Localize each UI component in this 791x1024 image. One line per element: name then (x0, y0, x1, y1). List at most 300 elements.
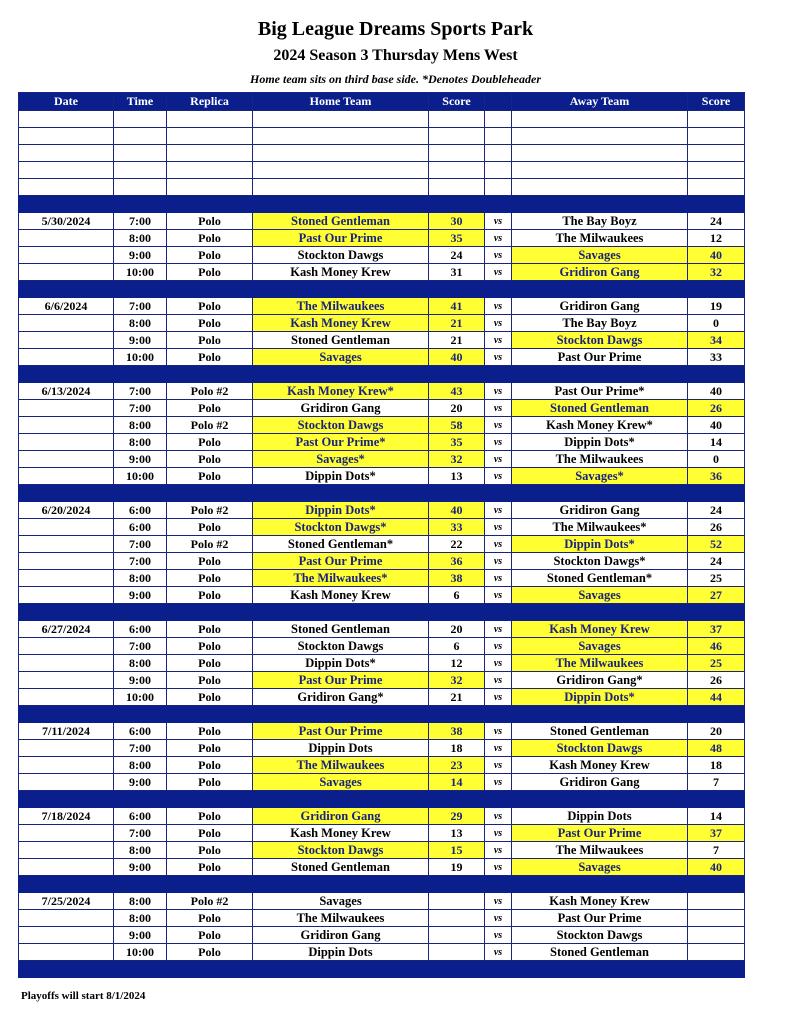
blank-cell (167, 128, 253, 145)
home-team: Gridiron Gang (253, 808, 429, 825)
separator-cell (253, 876, 429, 893)
game-date (19, 757, 114, 774)
game-replica: Polo #2 (167, 502, 253, 519)
game-row (19, 332, 745, 349)
blank-cell (485, 111, 512, 128)
game-time: 7:00 (114, 740, 167, 757)
home-score: 35 (429, 434, 485, 451)
game-replica: Polo (167, 247, 253, 264)
game-row (19, 638, 745, 655)
home-score: 21 (429, 689, 485, 706)
home-team: Stockton Dawgs (253, 638, 429, 655)
away-score: 37 (688, 621, 745, 638)
page-title: Big League Dreams Sports Park (257, 18, 534, 40)
separator-cell (429, 706, 485, 723)
away-score: 7 (688, 774, 745, 791)
vs-label: vs (485, 944, 512, 961)
vs-label: vs (485, 400, 512, 417)
separator-cell (512, 876, 688, 893)
home-team: Stoned Gentleman (253, 859, 429, 876)
column-header-vs (485, 93, 512, 111)
separator-cell (485, 196, 512, 213)
footer-note: Playoffs will start 8/1/2024 (21, 990, 146, 1002)
home-score: 18 (429, 740, 485, 757)
home-team: The Milwaukees (253, 298, 429, 315)
game-row (19, 859, 745, 876)
game-date (19, 247, 114, 264)
away-team: Dippin Dots* (512, 536, 688, 553)
separator-cell (512, 281, 688, 298)
game-date (19, 468, 114, 485)
away-team: The Milwaukees* (512, 519, 688, 536)
separator-cell (688, 485, 745, 502)
game-row (19, 944, 745, 961)
away-team: Past Our Prime* (512, 383, 688, 400)
home-score: 41 (429, 298, 485, 315)
game-row (19, 774, 745, 791)
game-time: 6:00 (114, 621, 167, 638)
vs-label: vs (485, 774, 512, 791)
vs-label: vs (485, 332, 512, 349)
vs-label: vs (485, 519, 512, 536)
home-team: Dippin Dots (253, 944, 429, 961)
game-row (19, 570, 745, 587)
away-score: 27 (688, 587, 745, 604)
away-score: 0 (688, 451, 745, 468)
home-score: 23 (429, 757, 485, 774)
separator-cell (167, 604, 253, 621)
vs-label: vs (485, 213, 512, 230)
blank-cell (253, 162, 429, 179)
game-date (19, 434, 114, 451)
blank-cell (429, 179, 485, 196)
home-team: Stoned Gentleman (253, 621, 429, 638)
blank-cell (688, 145, 745, 162)
away-team: Kash Money Krew* (512, 417, 688, 434)
separator-cell (167, 366, 253, 383)
blank-cell (19, 162, 114, 179)
separator-row (19, 604, 745, 621)
game-row (19, 808, 745, 825)
game-date: 6/13/2024 (19, 383, 114, 400)
home-score: 36 (429, 553, 485, 570)
away-score: 14 (688, 808, 745, 825)
home-team: Dippin Dots* (253, 468, 429, 485)
away-score: 46 (688, 638, 745, 655)
separator-row (19, 366, 745, 383)
separator-cell (688, 706, 745, 723)
separator-cell (19, 961, 114, 978)
separator-cell (167, 485, 253, 502)
separator-cell (485, 366, 512, 383)
vs-label: vs (485, 247, 512, 264)
vs-label: vs (485, 570, 512, 587)
game-time: 8:00 (114, 230, 167, 247)
game-row (19, 315, 745, 332)
away-team: Past Our Prime (512, 910, 688, 927)
game-date (19, 672, 114, 689)
home-team: Kash Money Krew (253, 587, 429, 604)
game-date (19, 944, 114, 961)
separator-row (19, 791, 745, 808)
separator-cell (485, 706, 512, 723)
away-team: Stoned Gentleman (512, 723, 688, 740)
away-score: 24 (688, 213, 745, 230)
game-date (19, 315, 114, 332)
away-score (688, 944, 745, 961)
away-team: The Milwaukees (512, 655, 688, 672)
vs-label: vs (485, 655, 512, 672)
game-replica: Polo (167, 264, 253, 281)
separator-cell (429, 876, 485, 893)
away-score: 12 (688, 230, 745, 247)
game-time: 7:00 (114, 400, 167, 417)
blank-cell (253, 179, 429, 196)
separator-cell (114, 706, 167, 723)
home-score: 13 (429, 468, 485, 485)
game-row (19, 689, 745, 706)
vs-label: vs (485, 349, 512, 366)
home-score: 33 (429, 519, 485, 536)
separator-cell (429, 604, 485, 621)
game-date (19, 349, 114, 366)
game-replica: Polo (167, 757, 253, 774)
blank-cell (429, 162, 485, 179)
away-team: Savages (512, 587, 688, 604)
game-replica: Polo (167, 825, 253, 842)
away-score (688, 910, 745, 927)
game-row (19, 264, 745, 281)
game-time: 9:00 (114, 774, 167, 791)
game-replica: Polo (167, 213, 253, 230)
game-time: 10:00 (114, 264, 167, 281)
home-score (429, 944, 485, 961)
away-score: 0 (688, 315, 745, 332)
blank-cell (512, 111, 688, 128)
column-header-home-score: Score (429, 93, 485, 111)
vs-label: vs (485, 434, 512, 451)
separator-cell (114, 281, 167, 298)
away-score: 18 (688, 757, 745, 774)
home-score: 38 (429, 723, 485, 740)
game-replica: Polo (167, 842, 253, 859)
game-replica: Polo (167, 910, 253, 927)
home-score: 20 (429, 400, 485, 417)
separator-row (19, 196, 745, 213)
separator-cell (512, 485, 688, 502)
away-team: Stoned Gentleman* (512, 570, 688, 587)
home-score: 32 (429, 672, 485, 689)
vs-label: vs (485, 587, 512, 604)
away-score: 37 (688, 825, 745, 842)
game-time: 10:00 (114, 349, 167, 366)
blank-cell (485, 179, 512, 196)
game-time: 9:00 (114, 247, 167, 264)
blank-cell (19, 111, 114, 128)
vs-label: vs (485, 553, 512, 570)
separator-cell (429, 366, 485, 383)
home-score: 22 (429, 536, 485, 553)
game-time: 9:00 (114, 859, 167, 876)
away-team: The Milwaukees (512, 451, 688, 468)
away-score: 36 (688, 468, 745, 485)
home-score: 6 (429, 638, 485, 655)
schedule-body (19, 111, 745, 978)
blank-cell (688, 128, 745, 145)
game-row (19, 519, 745, 536)
game-date (19, 264, 114, 281)
separator-cell (114, 196, 167, 213)
home-team: Kash Money Krew* (253, 383, 429, 400)
away-team: Stockton Dawgs (512, 332, 688, 349)
separator-cell (485, 876, 512, 893)
vs-label: vs (485, 417, 512, 434)
home-team: Savages (253, 893, 429, 910)
game-row (19, 213, 745, 230)
game-date (19, 587, 114, 604)
blank-cell (114, 162, 167, 179)
game-replica: Polo (167, 655, 253, 672)
blank-cell (19, 145, 114, 162)
blank-cell (253, 111, 429, 128)
away-score: 40 (688, 859, 745, 876)
away-score: 20 (688, 723, 745, 740)
game-time: 7:00 (114, 638, 167, 655)
away-score: 14 (688, 434, 745, 451)
home-score (429, 893, 485, 910)
separator-cell (19, 791, 114, 808)
away-score: 52 (688, 536, 745, 553)
game-date (19, 400, 114, 417)
game-row (19, 502, 745, 519)
away-team: Gridiron Gang* (512, 672, 688, 689)
game-time: 8:00 (114, 315, 167, 332)
blank-cell (19, 179, 114, 196)
away-team: Kash Money Krew (512, 893, 688, 910)
game-date (19, 842, 114, 859)
game-time: 10:00 (114, 944, 167, 961)
home-score: 29 (429, 808, 485, 825)
separator-row (19, 706, 745, 723)
away-team: The Bay Boyz (512, 213, 688, 230)
home-score: 19 (429, 859, 485, 876)
vs-label: vs (485, 757, 512, 774)
home-team: Savages (253, 349, 429, 366)
blank-cell (114, 179, 167, 196)
game-row (19, 400, 745, 417)
vs-label: vs (485, 638, 512, 655)
blank-cell (512, 145, 688, 162)
game-row (19, 553, 745, 570)
blank-cell (485, 128, 512, 145)
blank-cell (429, 128, 485, 145)
home-score: 20 (429, 621, 485, 638)
vs-label: vs (485, 230, 512, 247)
blank-row (19, 145, 745, 162)
vs-label: vs (485, 740, 512, 757)
game-replica: Polo (167, 672, 253, 689)
vs-label: vs (485, 468, 512, 485)
separator-cell (688, 281, 745, 298)
separator-cell (485, 604, 512, 621)
game-row (19, 842, 745, 859)
blank-row (19, 162, 745, 179)
game-date (19, 417, 114, 434)
home-team: Kash Money Krew (253, 315, 429, 332)
separator-cell (429, 281, 485, 298)
home-score: 43 (429, 383, 485, 400)
game-replica: Polo #2 (167, 893, 253, 910)
game-date: 7/18/2024 (19, 808, 114, 825)
separator-cell (253, 485, 429, 502)
separator-cell (114, 961, 167, 978)
game-replica: Polo (167, 570, 253, 587)
separator-cell (253, 961, 429, 978)
game-row (19, 451, 745, 468)
game-date (19, 230, 114, 247)
game-date (19, 825, 114, 842)
home-score: 21 (429, 332, 485, 349)
game-date (19, 536, 114, 553)
game-replica: Polo #2 (167, 417, 253, 434)
home-team: Past Our Prime* (253, 434, 429, 451)
separator-cell (253, 706, 429, 723)
separator-cell (688, 791, 745, 808)
away-score: 40 (688, 247, 745, 264)
separator-cell (512, 961, 688, 978)
home-team: Past Our Prime (253, 672, 429, 689)
home-team: Past Our Prime (253, 230, 429, 247)
home-score: 38 (429, 570, 485, 587)
separator-cell (167, 791, 253, 808)
home-team: The Milwaukees* (253, 570, 429, 587)
separator-cell (429, 961, 485, 978)
blank-cell (429, 145, 485, 162)
game-row (19, 536, 745, 553)
home-score: 30 (429, 213, 485, 230)
game-time: 9:00 (114, 451, 167, 468)
game-time: 6:00 (114, 519, 167, 536)
home-score: 12 (429, 655, 485, 672)
separator-cell (114, 485, 167, 502)
vs-label: vs (485, 927, 512, 944)
blank-cell (167, 145, 253, 162)
away-team: Gridiron Gang (512, 264, 688, 281)
home-team: Savages (253, 774, 429, 791)
game-replica: Polo (167, 774, 253, 791)
game-time: 10:00 (114, 468, 167, 485)
separator-row (19, 961, 745, 978)
away-score: 40 (688, 417, 745, 434)
separator-cell (167, 706, 253, 723)
game-time: 7:00 (114, 383, 167, 400)
game-time: 8:00 (114, 842, 167, 859)
game-time: 8:00 (114, 910, 167, 927)
home-team: Dippin Dots* (253, 655, 429, 672)
away-score: 48 (688, 740, 745, 757)
separator-cell (114, 876, 167, 893)
separator-cell (253, 281, 429, 298)
separator-cell (512, 196, 688, 213)
game-replica: Polo (167, 621, 253, 638)
home-team: Stoned Gentleman (253, 213, 429, 230)
game-replica: Polo (167, 587, 253, 604)
away-score: 40 (688, 383, 745, 400)
away-team: Gridiron Gang (512, 502, 688, 519)
away-team: Stoned Gentleman (512, 400, 688, 417)
game-replica: Polo (167, 315, 253, 332)
away-team: Past Our Prime (512, 825, 688, 842)
game-date (19, 451, 114, 468)
header-row (19, 93, 745, 111)
game-time: 7:00 (114, 553, 167, 570)
game-replica: Polo (167, 927, 253, 944)
game-row (19, 247, 745, 264)
game-replica: Polo (167, 808, 253, 825)
blank-cell (19, 128, 114, 145)
vs-label: vs (485, 536, 512, 553)
blank-row (19, 128, 745, 145)
game-row (19, 740, 745, 757)
game-row (19, 417, 745, 434)
home-team: Savages* (253, 451, 429, 468)
away-team: Stoned Gentleman (512, 944, 688, 961)
column-header-time: Time (114, 93, 167, 111)
separator-cell (19, 604, 114, 621)
game-date: 5/30/2024 (19, 213, 114, 230)
separator-cell (485, 281, 512, 298)
separator-cell (114, 791, 167, 808)
away-score: 25 (688, 655, 745, 672)
home-score: 40 (429, 349, 485, 366)
home-score: 58 (429, 417, 485, 434)
game-replica: Polo (167, 859, 253, 876)
blank-cell (253, 145, 429, 162)
away-score: 24 (688, 553, 745, 570)
home-team: Stockton Dawgs (253, 417, 429, 434)
game-date: 7/25/2024 (19, 893, 114, 910)
away-team: Stockton Dawgs (512, 740, 688, 757)
separator-row (19, 485, 745, 502)
game-time: 9:00 (114, 587, 167, 604)
game-time: 6:00 (114, 808, 167, 825)
separator-cell (512, 604, 688, 621)
vs-label: vs (485, 672, 512, 689)
vs-label: vs (485, 451, 512, 468)
game-row (19, 383, 745, 400)
game-date (19, 519, 114, 536)
game-replica: Polo (167, 400, 253, 417)
vs-label: vs (485, 910, 512, 927)
home-score: 14 (429, 774, 485, 791)
game-replica: Polo (167, 553, 253, 570)
blank-cell (167, 111, 253, 128)
separator-cell (19, 196, 114, 213)
blank-cell (512, 162, 688, 179)
game-time: 7:00 (114, 825, 167, 842)
game-replica: Polo (167, 944, 253, 961)
game-replica: Polo (167, 434, 253, 451)
separator-cell (167, 876, 253, 893)
separator-cell (253, 366, 429, 383)
separator-row (19, 281, 745, 298)
away-team: The Bay Boyz (512, 315, 688, 332)
separator-cell (253, 791, 429, 808)
vs-label: vs (485, 689, 512, 706)
home-team: Dippin Dots* (253, 502, 429, 519)
game-row (19, 298, 745, 315)
home-score: 32 (429, 451, 485, 468)
